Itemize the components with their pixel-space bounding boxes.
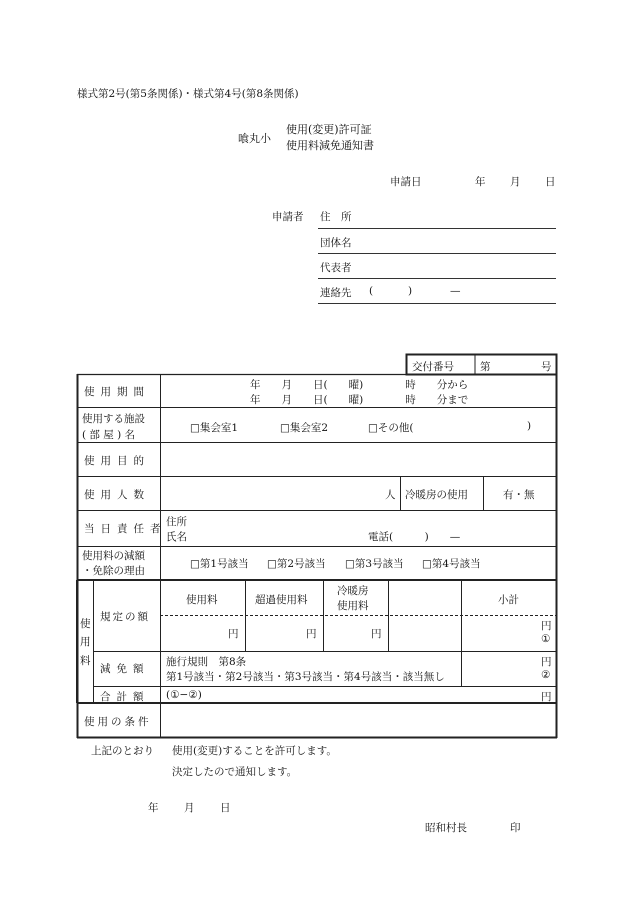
period-label: 使用期間 bbox=[84, 386, 150, 398]
total-formula: (①−②) bbox=[166, 689, 202, 701]
applicant-representative-label: 代表者 bbox=[320, 262, 352, 274]
aircon-use-label: 冷暖房の使用 bbox=[405, 489, 468, 501]
footer-month: 月 bbox=[184, 802, 195, 814]
standard-amount-label: 規定の額 bbox=[100, 611, 150, 623]
purpose-label: 使用目的 bbox=[84, 455, 150, 467]
reason-option-4[interactable]: □第4号該当 bbox=[422, 558, 481, 570]
col-aircon-fee-1: 冷暖房 bbox=[337, 585, 369, 597]
conditions-label: 使用の条件 bbox=[84, 716, 152, 728]
receipt-dai: 第 bbox=[480, 361, 491, 373]
applicant-group-label: 団体名 bbox=[320, 237, 352, 249]
application-month: 月 bbox=[510, 176, 521, 188]
facility-label-2: ( 部 屋 ) 名 bbox=[82, 429, 136, 441]
applicant-contact-paren-open: ( bbox=[369, 285, 374, 297]
applicant-label: 申請者 bbox=[272, 211, 304, 223]
applicant-address-label: 住 所 bbox=[320, 211, 352, 223]
footer-day: 日 bbox=[220, 802, 231, 814]
responsible-phone: 電話( ) — bbox=[368, 531, 461, 543]
period-row-from: 年 月 日( 曜) 時 分から bbox=[250, 379, 469, 391]
application-year: 年 bbox=[475, 176, 486, 188]
reason-option-3[interactable]: □第3号該当 bbox=[345, 558, 404, 570]
receipt-number-label: 交付番号 bbox=[412, 361, 454, 373]
facility-label-1: 使用する施設 bbox=[82, 413, 145, 425]
yen-overtime: 円 bbox=[306, 628, 317, 640]
circle-1: ① bbox=[541, 633, 551, 645]
footer-line-1: 使用(変更)することを許可します。 bbox=[172, 745, 337, 757]
facility-name: 喰丸小 bbox=[238, 132, 271, 145]
fee-vertical-label-1: 使 bbox=[80, 618, 91, 630]
reduction-rule: 施行規則 第8条 bbox=[166, 656, 247, 668]
reduction-items: 第1号該当・第2号該当・第3号該当・第4号該当・該当無し bbox=[166, 671, 445, 683]
aircon-use-value[interactable]: 有・無 bbox=[503, 489, 535, 501]
people-unit: 人 bbox=[385, 489, 396, 501]
responsible-label: 当日責任者 bbox=[84, 523, 167, 535]
col-usage-fee: 使用料 bbox=[186, 594, 218, 606]
facility-option-room1[interactable]: □集会室1 bbox=[190, 422, 239, 434]
form-number: 様式第2号(第5条関係)・様式第4号(第8条関係) bbox=[77, 88, 299, 100]
facility-option-other[interactable]: □その他( bbox=[368, 422, 414, 434]
circle-2: ② bbox=[541, 669, 551, 681]
col-aircon-fee-2: 使用料 bbox=[337, 600, 369, 612]
period-row-to: 年 月 日( 曜) 時 分まで bbox=[250, 394, 469, 406]
yen-reduction: 円 bbox=[541, 656, 552, 668]
document-title-1: 使用(変更)許可証 bbox=[286, 123, 372, 136]
fee-vertical-label-2: 用 bbox=[80, 636, 91, 648]
reason-option-1[interactable]: □第1号該当 bbox=[190, 558, 249, 570]
footer-line-2: 決定したので通知します。 bbox=[172, 766, 298, 778]
responsible-address: 住所 bbox=[166, 516, 187, 528]
total-amount-label: 合計額 bbox=[100, 691, 150, 703]
responsible-name: 氏名 bbox=[166, 531, 187, 543]
col-subtotal: 小計 bbox=[498, 594, 519, 606]
seal-mark: 印 bbox=[510, 822, 521, 834]
facility-option-other-close: ) bbox=[527, 420, 532, 432]
people-label: 使用人数 bbox=[84, 489, 150, 501]
footer-year: 年 bbox=[148, 802, 159, 814]
yen-usage: 円 bbox=[228, 628, 239, 640]
reduction-amount-label: 減免額 bbox=[100, 663, 150, 675]
reduction-reason-label-1: 使用料の減額 bbox=[82, 550, 145, 562]
application-day: 日 bbox=[545, 176, 556, 188]
fee-vertical-label-3: 料 bbox=[80, 655, 91, 667]
application-date-label: 申請日 bbox=[390, 176, 422, 188]
document-title-2: 使用料減免通知書 bbox=[286, 139, 374, 152]
reason-option-2[interactable]: □第2号該当 bbox=[267, 558, 326, 570]
applicant-contact-dash: — bbox=[450, 285, 461, 297]
yen-aircon: 円 bbox=[371, 628, 382, 640]
yen-subtotal: 円 bbox=[541, 620, 552, 632]
col-overtime-fee: 超過使用料 bbox=[255, 594, 308, 606]
applicant-contact-label: 連絡先 bbox=[320, 287, 352, 299]
applicant-contact-paren-close: ) bbox=[408, 285, 413, 297]
receipt-go: 号 bbox=[541, 361, 552, 373]
mayor-title: 昭和村長 bbox=[425, 822, 467, 834]
yen-total: 円 bbox=[541, 691, 552, 703]
facility-option-room2[interactable]: □集会室2 bbox=[280, 422, 329, 434]
footer-prefix: 上記のとおり bbox=[91, 745, 154, 757]
reduction-reason-label-2: ・免除の理由 bbox=[82, 565, 145, 577]
